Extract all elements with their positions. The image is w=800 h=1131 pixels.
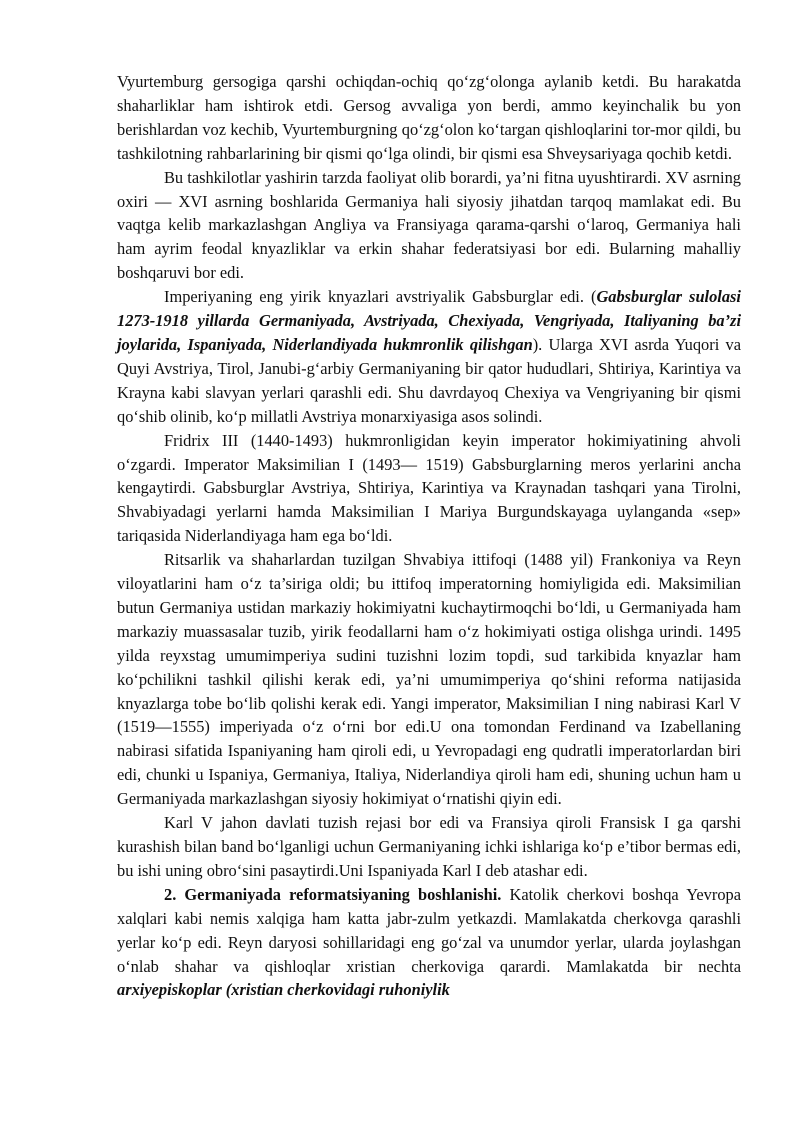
paragraph-4: Fridrix III (1440-1493) hukmronligidan keyin imperator hokimiyatining ahvoli o‘zgardi. Imperator Maksimilian I (1493— 1519) Gabsburglarning meros yerlarini ancha kengaytirdi. Gabsburglar Avstriya, Shtiriya, Karintiya va Kraynadan tashqari yana Tirolni, Shvabiyadagi yerlarni hamda Maksimilian I Mariya Burgundskayaga uylanganda «sep» tariqasida Niderlandiyaga ham ega bo‘ldi. — [117, 430, 741, 546]
archbishops-term: arxiyepiskoplar (xristian cherkovidagi ruhoniylik — [117, 980, 450, 1000]
gabsburg-dynasty-note: Gabsburglar sulolasi 1273-1918 yillarda Germaniyada, Avstriyada, Chexiyada, Vengriyada, Italiyaning ba’zi joylarida, Ispaniyada, Niderlandiyada hukmronlik qilishgan — [117, 287, 741, 354]
paragraph-5: Ritsarlik va shaharlardan tuzilgan Shvabiya ittifoqi (1488 yil) Frankoniya va Reyn viloyatlarini ham o‘z ta’siriga oldi; bu ittifoq imperatorning homiyligida edi. Maksimilian butun Germaniya ustidan markaziy hokimiyatni kuchaytirmoqchi bo‘ldi, u Germaniyada ham markaziy muassasalar tuzib, yirik feodallarni ham o‘z hokimiyati ostiga olishga urindi. 1495 yilda reyxstag umumimperiya sudini tuzishni lozim topdi, sud tarkibida knyazlar ham ko‘pchilikni tashkil qilishi kerak edi, ya’ni umumimperiya qo‘shini reforma natijasida knyazlarga tobe bo‘lib qolishi kerak edi. Yangi imperator, Maksimilian I ning nabirasi Karl V (1519—1555) imperiyada o‘z o‘rni bor edi.U ona tomondan Ferdinand va Izabellaning nabirasi sifatida Ispaniyaning ham qiroli edi, u Yevropadagi eng qudratli imperatorlardan biri edi, chunki u Ispaniya, Germaniya, Italiya, Niderlandiya qiroli ham edi, shuning uchun ham u Germaniyada markazlashgan siyosiy hokimiyat o‘rnatishi qiyin edi. — [117, 550, 741, 809]
paragraph-3 — [117, 285, 741, 428]
paragraph-3-end: ). Ularga XVI asrda Yuqori va Quyi Avstriya, Tirol, Janubi-g‘arbiy Germaniyaning bir qator hududlari, Shtiriya, Karintiya va Krayna kabi slavyan yerlari qarashli edi. Shu davrdayoq Chexiya va Vengriyaning bir qismi qo‘shib olinib, ko‘p millatli Avstriya monarxiyasiga asos solindi. — [117, 334, 741, 426]
paragraph-2: Bu tashkilotlar yashirin tarzda faoliyat olib borardi, ya’ni fitna uyushtirardi. XV asrning oxiri — XVI asrning boshlarida Germaniya hali siyosiy jihatdan tarqoq mamlakat edi. Bu vaqtga kelib markazlashgan Angliya va Fransiyaga qarama-qarshi o‘laroq, Germaniya hali ham ayrim feodal knyazliklar va erkin shahar federatsiyasi bor edi. Bularning mahalliy boshqaruvi bor edi. — [117, 167, 741, 283]
paragraph-6: Karl V jahon davlati tuzish rejasi bor edi va Fransiya qiroli Fransisk I ga qarshi kurashish bilan band bo‘lganligi uchun Germaniyaning ichki ishlariga ko‘p e’tibor bermas edi, bu ishi uning obro‘sini pasaytirdi.Uni Ispaniyada Karl I deb atashar edi. — [117, 813, 741, 880]
paragraph-7-text: Katolik cherkovi boshqa Yevropa xalqlari kabi nemis xalqiga ham katta jabr-zulm yetkazdi. Mamlakatda cherkovga qarashli yerlar ko‘p edi. Reyn daryosi sohillaridagi eng go‘zal va unumdor yerlar, ularda joylashgan o‘nlab shahar va qishloqlar xristian cherkoviga qarardi. Mamlakatda bir nechta — [117, 884, 741, 976]
section-heading: 2. Germaniyada reformatsiyaning boshlanishi. — [164, 884, 502, 904]
paragraph-3-start: Imperiyaning eng yirik knyazlari avstriyalik Gabsburglar edi. ( — [164, 287, 597, 307]
paragraph-1: Vyurtemburg gersogiga qarshi ochiqdan-ochiq qo‘zg‘olonga aylanib ketdi. Bu harakatda shaharliklar ham ishtirok etdi. Gersog avvaliga yon berdi, ammo keyinchalik bu yon berishlardan voz kechib, Vyurtemburgning qo‘zg‘olon ko‘targan qishloqlarini tor-mor qildi, bu tashkilotning rahbarlarining bir qismi qo‘lga olindi, bir qismi esa Shveysariyaga qochib ketdi. — [117, 72, 741, 163]
paragraph-7 — [117, 883, 741, 1003]
